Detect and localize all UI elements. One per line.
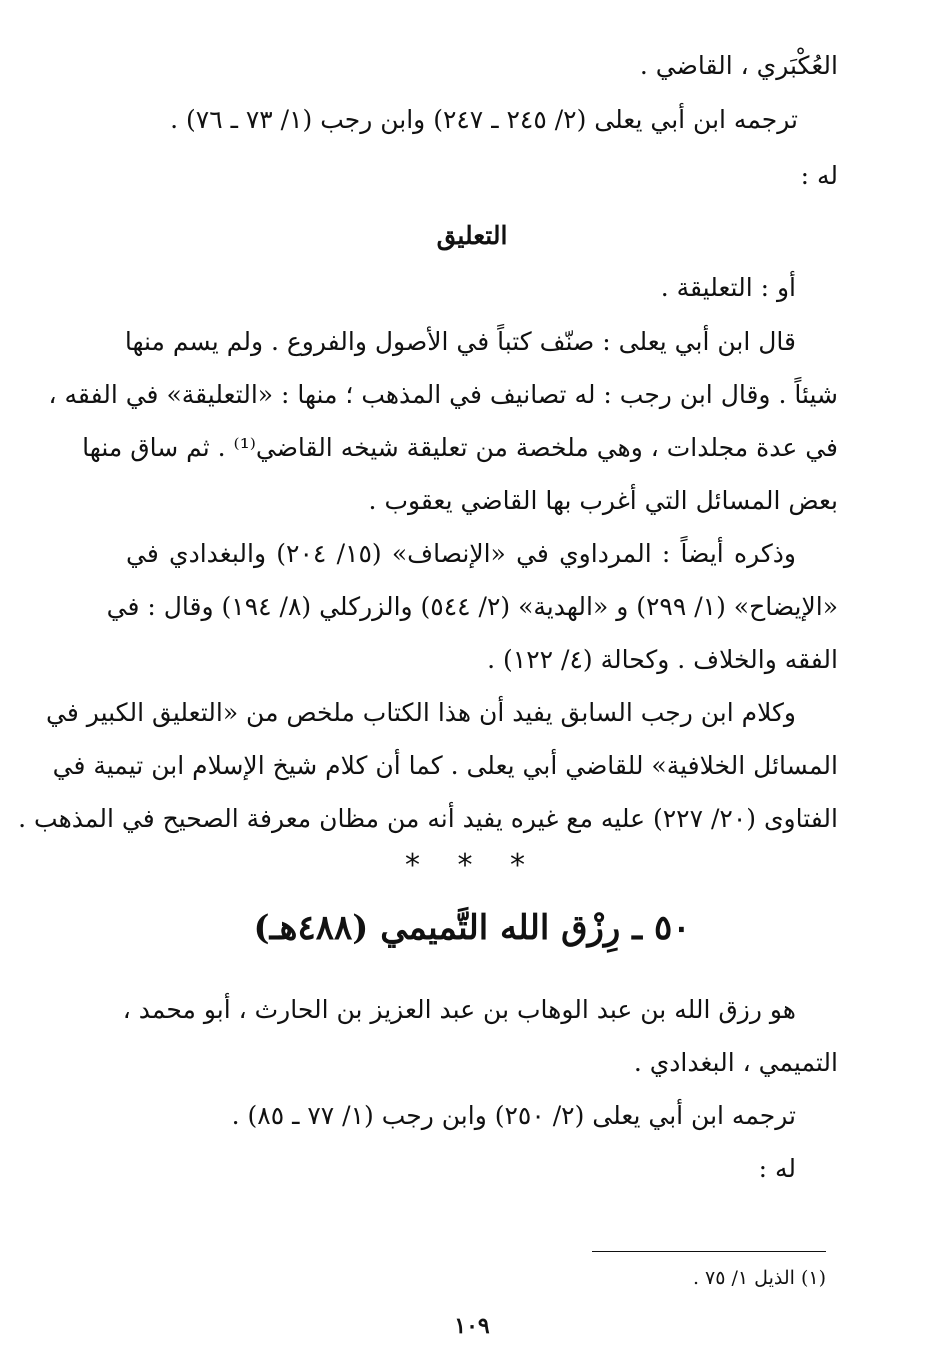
paragraph-1-line-4: بعض المسائل التي أغرب بها القاضي يعقوب . — [368, 486, 838, 515]
section-separator: * * * — [404, 848, 540, 883]
text-line-4: أو : التعليقة . — [660, 273, 796, 302]
text-line-3: له : — [800, 161, 838, 190]
paragraph-4-line-2: التميمي ، البغدادي . — [633, 1048, 838, 1077]
entry-title: ٥٠ ـ رِزْق الله التَّميمي (٤٨٨هـ) — [253, 908, 691, 948]
paragraph-2-line-3: الفقه والخلاف . وكحالة (٤/ ١٢٢) . — [487, 645, 838, 674]
footnote-separator — [592, 1251, 826, 1252]
text-line-6: له : — [758, 1154, 796, 1183]
text-line-2: ترجمه ابن أبي يعلى (٢/ ٢٤٥ ـ ٢٤٧) وابن رجب (١/ ٧٣ ـ ٧٦) . — [170, 105, 798, 134]
paragraph-2-line-1: وذكره أيضاً : المرداوي في «الإنصاف» (١٥/ ٢٠٤) والبغدادي في — [126, 539, 796, 568]
paragraph-3-line-1: وكلام ابن رجب السابق يفيد أن هذا الكتاب ملخص من «التعليق الكبير في — [46, 698, 796, 727]
page-number: ١٠٩ — [454, 1313, 490, 1339]
paragraph-1-line-2: شيئاً . وقال ابن رجب : له تصانيف في المذهب ؛ منها : «التعليقة» في الفقه ، — [48, 380, 838, 409]
paragraph-4-line-1: هو رزق الله بن عبد الوهاب بن عبد العزيز بن الحارث ، أبو محمد ، — [122, 995, 796, 1024]
footnote: (١) الذيل ١/ ٧٥ . — [692, 1267, 826, 1289]
paragraph-1-line-3: في عدة مجلدات ، وهي ملخصة من تعليقة شيخه القاضي⁽¹⁾ . ثم ساق منها — [82, 433, 838, 462]
paragraph-1-line-1: قال ابن أبي يعلى : صنّف كتباً في الأصول والفروع . ولم يسم منها — [124, 327, 796, 356]
text-line-1: العُكْبَري ، القاضي . — [639, 51, 838, 80]
section-heading: التعليق — [436, 221, 508, 250]
paragraph-3-line-3: الفتاوى (٢٠/ ٢٢٧) عليه مع غيره يفيد أنه من مظان معرفة الصحيح في المذهب . — [18, 804, 838, 833]
text-line-5: ترجمه ابن أبي يعلى (٢/ ٢٥٠) وابن رجب (١/ ٧٧ ـ ٨٥) . — [231, 1101, 796, 1130]
paragraph-2-line-2: «الإيضاح» (١/ ٢٩٩) و «الهدية» (٢/ ٥٤٤) والزركلي (٨/ ١٩٤) وقال : في — [106, 592, 838, 621]
paragraph-3-line-2: المسائل الخلافية» للقاضي أبي يعلى . كما أن كلام شيخ الإسلام ابن تيمية في — [52, 751, 838, 780]
